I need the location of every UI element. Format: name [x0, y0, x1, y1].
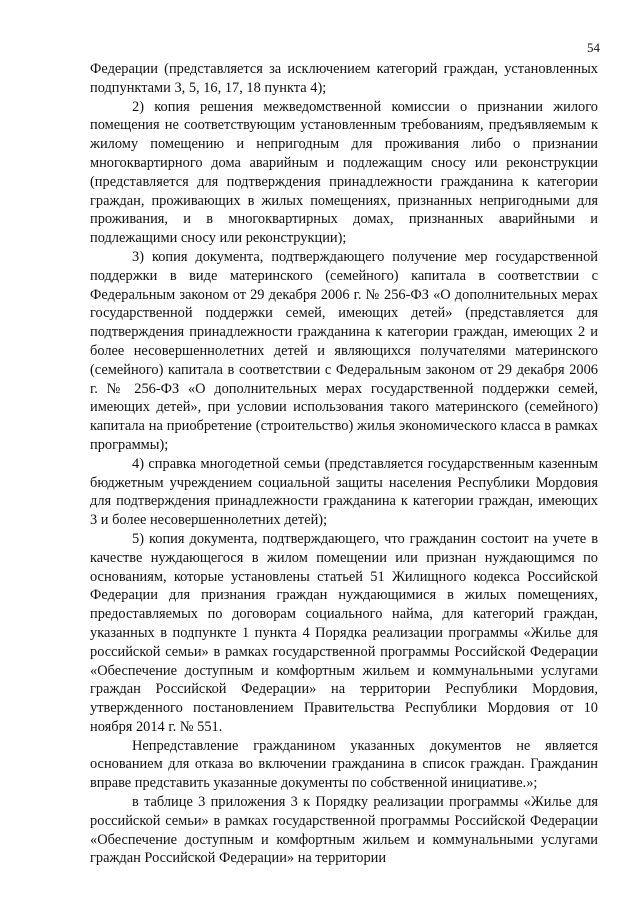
paragraph-continuation: Федерации (представляется за исключением категорий граждан, установленных подпунктами 3, 5, 16, 17, 18 пункта 4);: [90, 61, 598, 96]
paragraph-item-4: 4) справка многодетной семьи (представляется государственным казенным бюджетным учреждением социальной защиты населения Республики Мордовия для подтверждения принадлежности гражданина к категории граждан, имеющих 3 и более несовершеннолетних детей);: [90, 455, 598, 529]
paragraph-item-3: 3) копия документа, подтверждающего получение мер государственной поддержки в виде материнского (семейного) капитала в соответствии с Федеральным законом от 29 декабря 2006 г. № 256-ФЗ «О дополнительных мерах государственной поддержки семей, имеющих детей» (представляется для подтверждения принадлежности гражданина к категории граждан, имеющих 2 и более несовершеннолетних детей и являющихся получателями материнского (семейного) капитала в соответствии с Федеральным законом от 29 декабря 2006 г. № 256-ФЗ «О дополнительных мерах государственной поддержки семей, имеющих детей», при условии использования такого материнского (семейного) капитала на приобретение (строительство) жилья экономического класса в рамках программы);: [90, 248, 598, 453]
page-number: 54: [587, 40, 600, 55]
paragraph-item-5: 5) копия документа, подтверждающего, что гражданин состоит на учете в качестве нуждающегося в жилом помещении или признан нуждающимся по основаниям, которые установлены статьей 51 Жилищного кодекса Российской Федерации для признания граждан нуждающимися в жилых помещениях, предоставляемых по договорам социального найма, для категорий граждан, указанных в подпункте 1 пункта 4 Порядка реализации программы «Жилье для российской семьи» в рамках государственной программы Российской Федерации «Обеспечение доступным и комфортным жильем и коммунальными услугами граждан Российской Федерации» на территории Республики Мордовия, утвержденного постановлением Правительства Республики Мордовия от 10 ноября 2014 г. № 551.: [90, 530, 598, 735]
paragraph-item-2: 2) копия решения межведомственной комиссии о признании жилого помещения не соответствующим установленным требованиям, предъявляемым к жилому помещению и непригодным для проживания либо о признании многоквартирного дома аварийным и подлежащим сносу или реконструкции (представляется для подтверждения принадлежности гражданина к категории граждан, проживающих в жилых помещениях, признанных непригодными для проживания, и в многоквартирных домах, признанных аварийными и подлежащими сносу или реконструкции);: [90, 98, 598, 247]
paragraph-non-submission: Непредставление гражданином указанных документов не является основанием для отказа во включении гражданина в список граждан. Гражданин вправе представить указанные документы по собственной инициативе.»;: [90, 737, 598, 792]
document-body: [90, 60, 598, 868]
paragraph-table-amendment: в таблице 3 приложения 3 к Порядку реализации программы «Жилье для российской семьи» в рамках государственной программы Российской Федерации «Обеспечение доступным и комфортным жильем и коммунальными услугами граждан Российской Федерации» на территории: [90, 794, 598, 867]
